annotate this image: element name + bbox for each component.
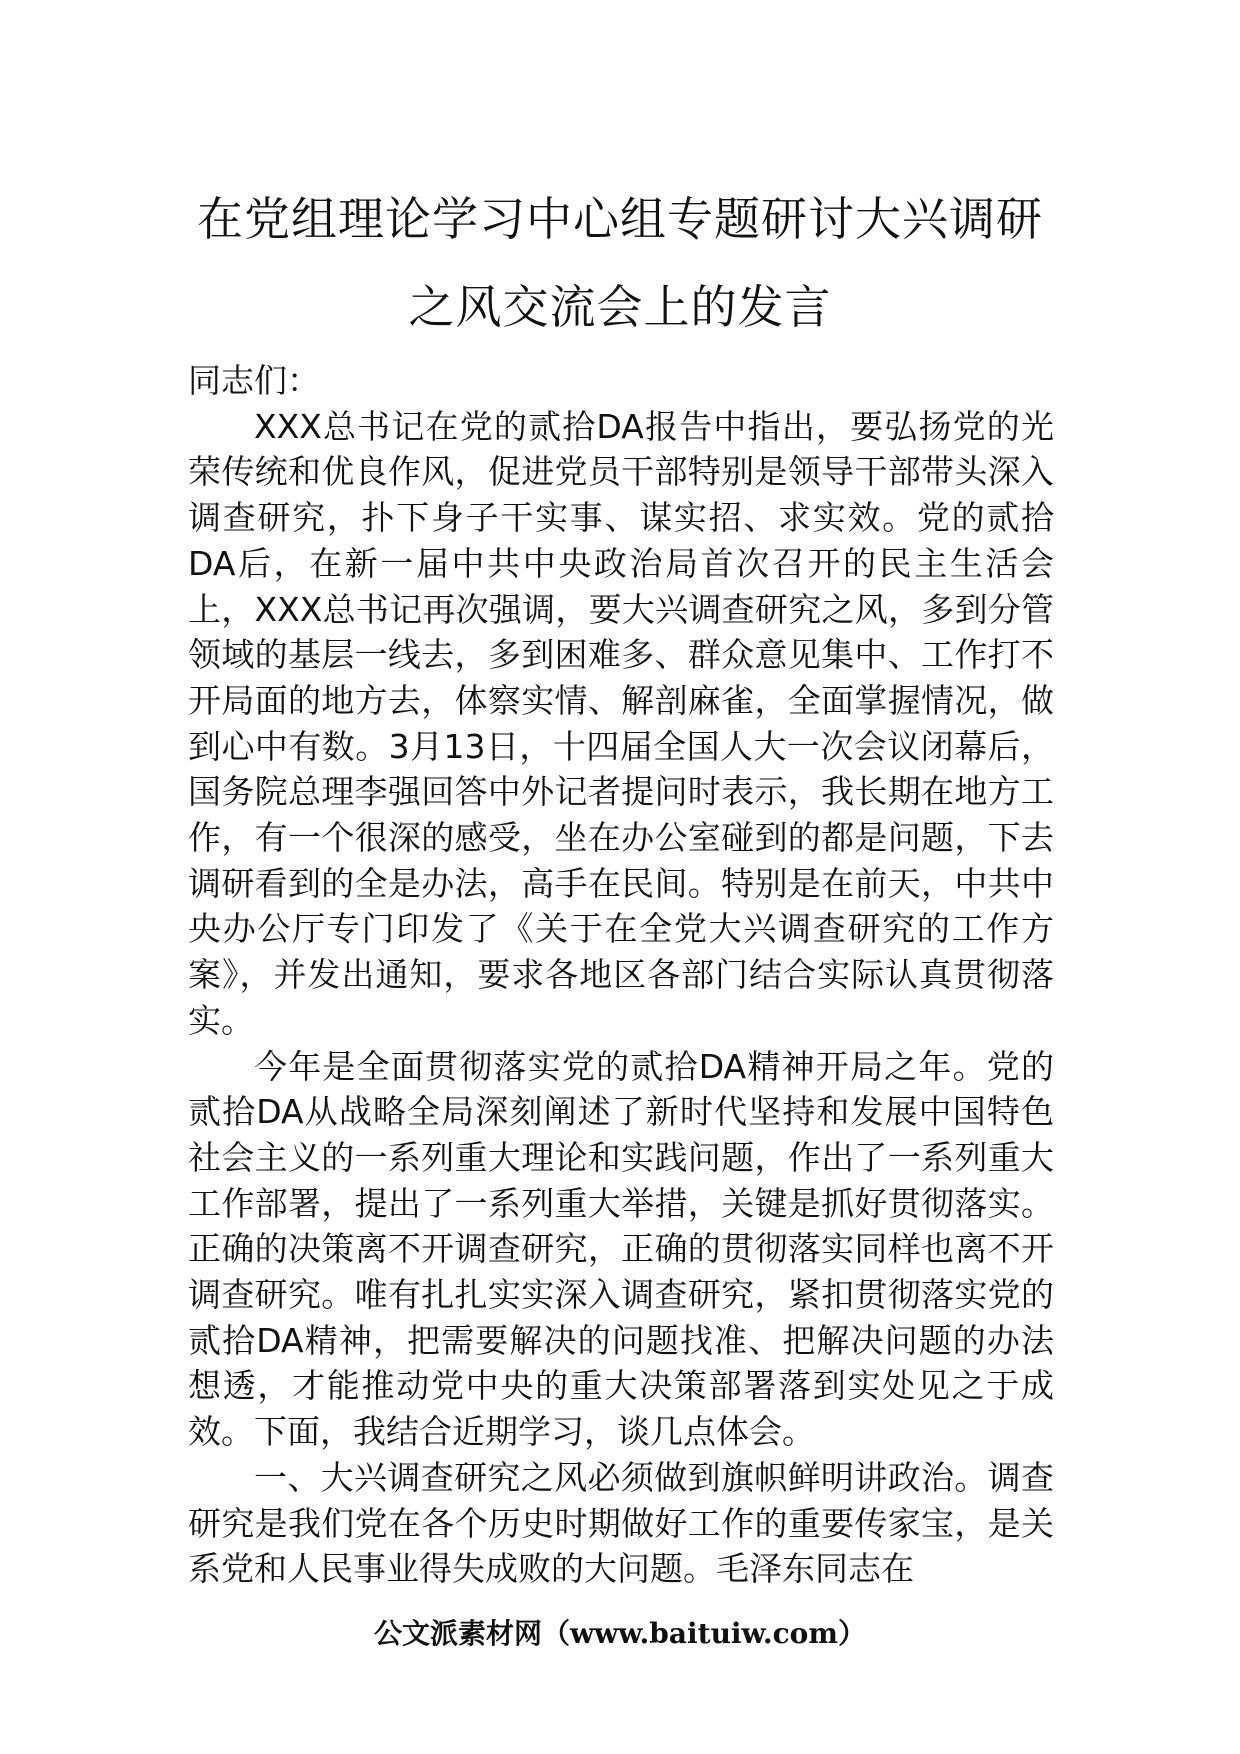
document-body <box>188 358 1054 1592</box>
paragraph: 今年是全面贯彻落实党的贰拾DA精神开局之年。党的贰拾DA从战略全局深刻阐述了新时代坚持和发展中国特色社会主义的一系列重大理论和实践问题，作出了一系列重大工作部署，提出了一系列重大举措，关键是抓好贯彻落实。正确的决策离不开调查研究，正确的贯彻落实同样也离不开调查研究。唯有扎扎实实深入调查研究，紧扣贯彻落实党的贰拾DA精神，把需要解决的问题找准、把解决问题的办法想透，才能推动党中央的重大决策部署落到实处见之于成效。下面，我结合近期学习，谈几点体会。 <box>188 1046 1054 1452</box>
salutation: 同志们： <box>188 361 320 400</box>
document-title-line-2: 之风交流会上的发言 <box>408 280 832 334</box>
footer-watermark-text: 公文派素材网（www.baituiw.com） <box>374 1617 866 1650</box>
document-title-line-1: 在党组理论学习中心组专题研讨大兴调研 <box>197 192 1043 246</box>
paragraph: XXX总书记在党的贰拾DA报告中指出，要弘扬党的光荣传统和优良作风，促进党员干部特别是领导干部带头深入调查研究，扑下身子干实事、谋实招、求实效。党的贰拾DA后，在新一届中共中央政治局首次召开的民主生活会上，XXX总书记再次强调，要大兴调查研究之风，多到分管领域的基层一线去，多到困难多、群众意见集中、工作打不开局面的地方去，体察实情、解剖麻雀，全面掌握情况，做到心中有数。3月13日，十四届全国人大一次会议闭幕后，国务院总理李强回答中外记者提问时表示，我长期在地方工作，有一个很深的感受，坐在办公室碰到的都是问题，下去调研看到的全是办法，高手在民间。特别是在前天，中共中央办公厅专门印发了《关于在全党大兴调查研究的工作方案》，并发出通知，要求各地区各部门结合实际认真贯彻落实。 <box>188 406 1054 1040</box>
paragraph: 一、大兴调查研究之风必须做到旗帜鲜明讲政治。调查研究是我们党在各个历史时期做好工作的重要传家宝，是关系党和人民事业得失成败的大问题。毛泽东同志在 <box>188 1457 1054 1589</box>
